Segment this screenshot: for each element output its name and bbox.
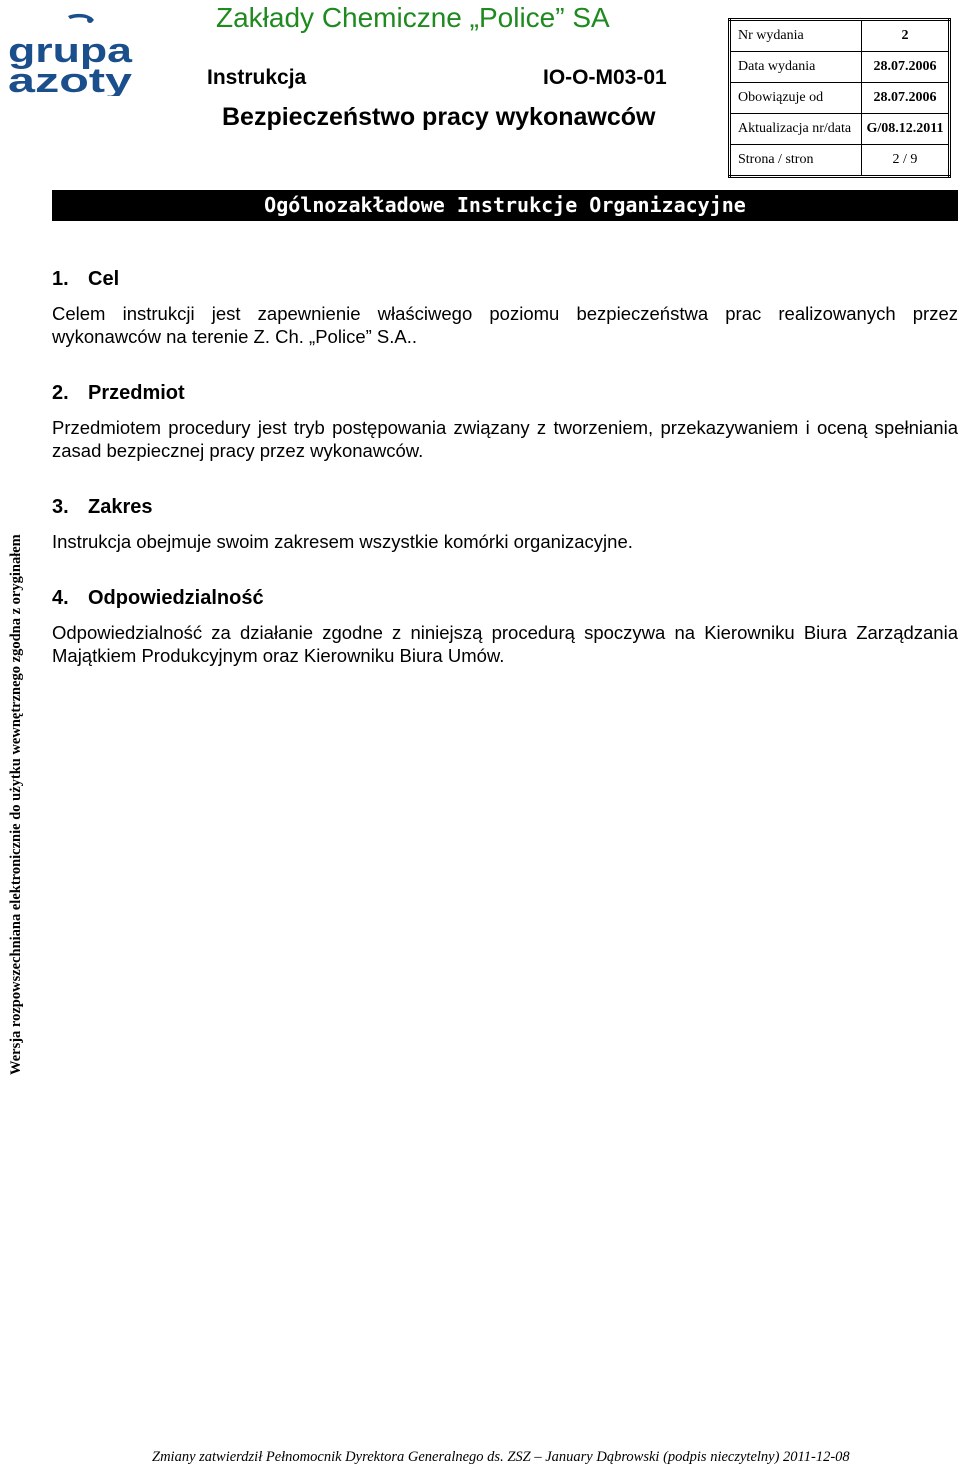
section-number: 4. (52, 587, 69, 609)
section-title: Zakres (88, 496, 153, 518)
document-code: IO-O-M03-01 (543, 66, 667, 89)
meta-label: Strona / stron (730, 145, 862, 177)
section-text: Celem instrukcji jest zapewnienie właściwego poziomu bezpieczeństwa prac realizowanych przez wykonawców na terenie Z. Ch. „Police” S.A.. (52, 303, 958, 347)
section-responsibility (52, 585, 958, 667)
section-subject (52, 380, 958, 462)
section-heading (52, 494, 958, 520)
grupa-azoty-logo (6, 12, 134, 96)
section-number: 1. (52, 268, 69, 290)
meta-row-issue-date (730, 52, 950, 83)
section-number: 3. (52, 496, 69, 518)
section-title: Cel (88, 268, 120, 290)
document-metadata-table (728, 18, 951, 178)
meta-row-edition (730, 20, 950, 52)
meta-label: Nr wydania (730, 20, 862, 52)
meta-row-effective-from (730, 83, 950, 114)
meta-label: Aktualizacja nr/data (730, 114, 862, 145)
distribution-note: Wersja rozpowszechniana elektronicznie do użytku wewnętrznego zgodna z oryginałem (8, 534, 24, 1075)
svg-text:grupa: grupa (8, 32, 134, 70)
section-text: Przedmiotem procedury jest tryb postępowania związany z tworzeniem, przekazywaniem i oceną spełniania zasad bezpiecznej pracy przez wykonawców. (52, 417, 958, 461)
section-title: Przedmiot (88, 382, 185, 404)
section-purpose (52, 266, 958, 348)
grupa-azoty-logo-icon (6, 12, 134, 96)
section-heading (52, 266, 958, 292)
meta-label: Data wydania (730, 52, 862, 83)
section-text: Odpowiedzialność za działanie zgodne z niniejszą procedurą spoczywa na Kierowniku Biura Zarządzania Majątkiem Produkcyjnym oraz Kierowniku Biura Umów. (52, 622, 958, 666)
document-type: Instrukcja (207, 66, 307, 89)
section-banner: Ogólnozakładowe Instrukcje Organizacyjne (52, 190, 958, 221)
section-text: Instrukcja obejmuje swoim zakresem wszystkie komórki organizacyjne. (52, 531, 633, 552)
approval-footer: Zmiany zatwierdził Pełnomocnik Dyrektora Generalnego ds. ZSZ – January Dąbrowski (podpis nieczytelny) 2011-12-08 (152, 1449, 850, 1465)
meta-label: Obowiązuje od (730, 83, 862, 114)
svg-text:azoty: azoty (8, 62, 133, 96)
meta-row-page (730, 145, 950, 177)
document-title: Bezpieczeństwo pracy wykonawców (222, 103, 656, 131)
section-heading (52, 380, 958, 406)
meta-value: 28.07.2006 (862, 52, 950, 83)
meta-value: G/08.12.2011 (862, 114, 950, 145)
company-name: Zakłady Chemiczne „Police” SA (216, 2, 610, 33)
section-number: 2. (52, 382, 69, 404)
meta-row-update (730, 114, 950, 145)
document-body (52, 266, 958, 699)
section-scope (52, 494, 958, 553)
section-title: Odpowiedzialność (88, 587, 264, 609)
section-heading (52, 585, 958, 611)
meta-value: 2 / 9 (862, 145, 950, 177)
meta-value: 28.07.2006 (862, 83, 950, 114)
meta-value: 2 (862, 20, 950, 52)
